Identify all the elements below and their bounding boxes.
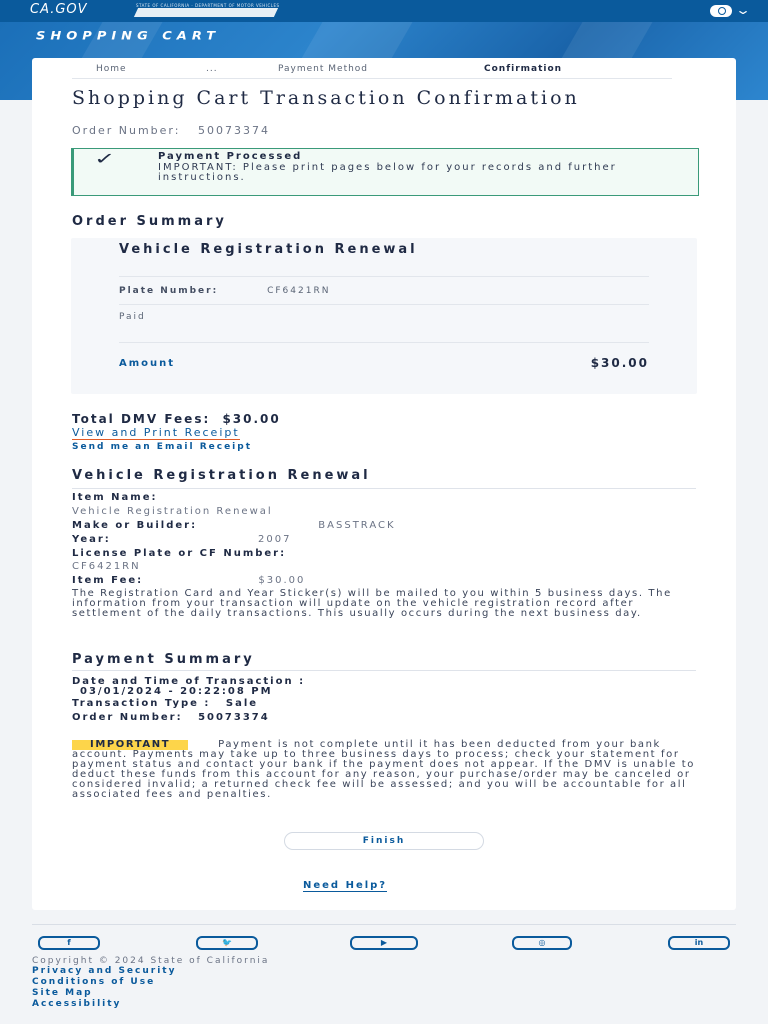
site-map-link[interactable]: Site Map <box>32 988 93 998</box>
plate-row <box>72 548 286 559</box>
linkedin-icon[interactable]: in <box>668 936 730 950</box>
year-row <box>72 534 291 545</box>
type-value: Sale <box>225 698 259 709</box>
license-plate-value: CF6421RN <box>72 561 141 572</box>
hero-title: SHOPPING CART <box>36 30 221 43</box>
dmv-logo-mark <box>134 8 278 17</box>
datetime-label: Date and Time of Transaction : <box>72 676 306 687</box>
plate-number-value: CF6421RN <box>267 286 331 296</box>
alert-message: IMPORTANT: Please print pages below for your records and further instructions. <box>158 162 617 183</box>
important-text: Payment is not complete until it has been deducted from your bank account. Payments may take up to three business days to process; check your statement for payment status and contact your bank if the payment does not appear. If the DMV is unable to deduct these funds from this account for any reason, your purchase/order may be canceled or considered invalid; a returned check fee will be assessed; and you will be accountable for all associated fees and penalties. <box>72 739 695 800</box>
breadcrumb-home[interactable]: Home <box>96 64 127 74</box>
amount-value: $30.00 <box>590 356 649 370</box>
section-divider <box>72 670 696 671</box>
year-value: 2007 <box>257 534 292 545</box>
make-value: BASSTRACK <box>318 520 396 531</box>
total-label: Total DMV Fees: <box>72 412 211 426</box>
order-summary-card <box>71 238 697 394</box>
breadcrumb-ellipsis[interactable]: ... <box>206 64 218 74</box>
plate-value-row <box>72 561 141 572</box>
payment-order-number <box>72 712 270 723</box>
item-name-label-text: Item Name: <box>72 492 158 503</box>
make-row <box>72 520 396 531</box>
summary-item-title: Vehicle Registration Renewal <box>119 242 418 257</box>
breadcrumb-confirmation: Confirmation <box>484 64 563 74</box>
make-label: Make or Builder: <box>72 520 198 531</box>
plate-number-label: Plate Number: <box>119 286 219 296</box>
ca-gov-logo[interactable]: CA.GOV <box>30 2 88 17</box>
copyright: Copyright © 2024 State of California <box>32 956 270 966</box>
item-name-value <box>72 506 273 517</box>
vehicle-details-heading: Vehicle Registration Renewal <box>72 468 371 483</box>
user-account-icon[interactable] <box>710 5 732 17</box>
order-number-label: Order Number: <box>72 124 181 137</box>
privacy-link[interactable]: Privacy and Security <box>32 966 177 976</box>
payment-order-value: 50073374 <box>198 712 270 723</box>
checkmark-icon: ✓ <box>93 149 116 168</box>
breadcrumb <box>72 64 672 79</box>
dmv-logo[interactable] <box>136 3 280 17</box>
facebook-icon[interactable]: f <box>38 936 100 950</box>
conditions-link[interactable]: Conditions of Use <box>32 977 156 987</box>
page-title: Shopping Cart Transaction Confirmation <box>72 87 580 109</box>
breadcrumb-payment-method[interactable]: Payment Method <box>278 64 369 74</box>
transaction-datetime-value: 03/01/2024 - 20:22:08 PM <box>80 686 273 697</box>
youtube-icon[interactable]: ▶ <box>350 936 418 950</box>
accessibility-link[interactable]: Accessibility <box>32 999 122 1009</box>
total-dmv-fees <box>72 412 281 426</box>
order-summary-heading: Order Summary <box>72 214 227 229</box>
order-number <box>72 124 270 137</box>
main-card <box>32 58 736 910</box>
section-divider <box>72 488 696 489</box>
important-badge: IMPORTANT <box>72 740 188 750</box>
fee-row <box>72 575 305 586</box>
item-name-label <box>72 492 158 503</box>
dmv-subtitle: STATE OF CALIFORNIA · DEPARTMENT OF MOTOR VEHICLES <box>136 3 280 8</box>
instagram-icon[interactable]: ◎ <box>512 936 572 950</box>
important-notice <box>72 740 696 800</box>
email-receipt-link[interactable]: Send me an Email Receipt <box>72 442 253 452</box>
top-bar <box>0 0 768 22</box>
alert-title: Payment Processed <box>158 151 303 162</box>
item-fee-value: $30.00 <box>258 575 306 586</box>
type-label: Transaction Type : <box>72 698 211 709</box>
year-label: Year: <box>72 534 111 545</box>
need-help-link[interactable]: Need Help? <box>303 880 388 891</box>
plate-number-row <box>119 276 649 305</box>
total-value: $30.00 <box>222 412 281 426</box>
amount-label: Amount <box>119 358 176 369</box>
license-plate-label: License Plate or CF Number: <box>72 548 287 559</box>
footer-divider <box>32 924 736 925</box>
mailing-note: The Registration Card and Year Sticker(s) will be mailed to you within 5 business days. The information from your transaction will update on the vehicle registration record after settlement of the daily transactions. This usually occurs during the next business day. <box>72 588 672 619</box>
twitter-icon[interactable]: 🐦 <box>196 936 258 950</box>
payment-summary-heading: Payment Summary <box>72 652 255 667</box>
status-text: Paid <box>119 312 146 322</box>
transaction-type <box>72 698 258 709</box>
finish-button[interactable]: Finish <box>284 832 484 850</box>
view-print-receipt-link[interactable]: View and Print Receipt <box>72 426 240 439</box>
payment-processed-alert <box>71 148 699 196</box>
chevron-down-icon[interactable]: ⌄ <box>734 3 752 17</box>
item-fee-label: Item Fee: <box>72 575 144 586</box>
status-row <box>119 304 649 343</box>
summary-divider <box>119 342 649 343</box>
order-number-value: 50073374 <box>197 124 270 137</box>
item-name-value-text: Vehicle Registration Renewal <box>72 506 273 517</box>
payment-order-label: Order Number: <box>72 712 183 723</box>
